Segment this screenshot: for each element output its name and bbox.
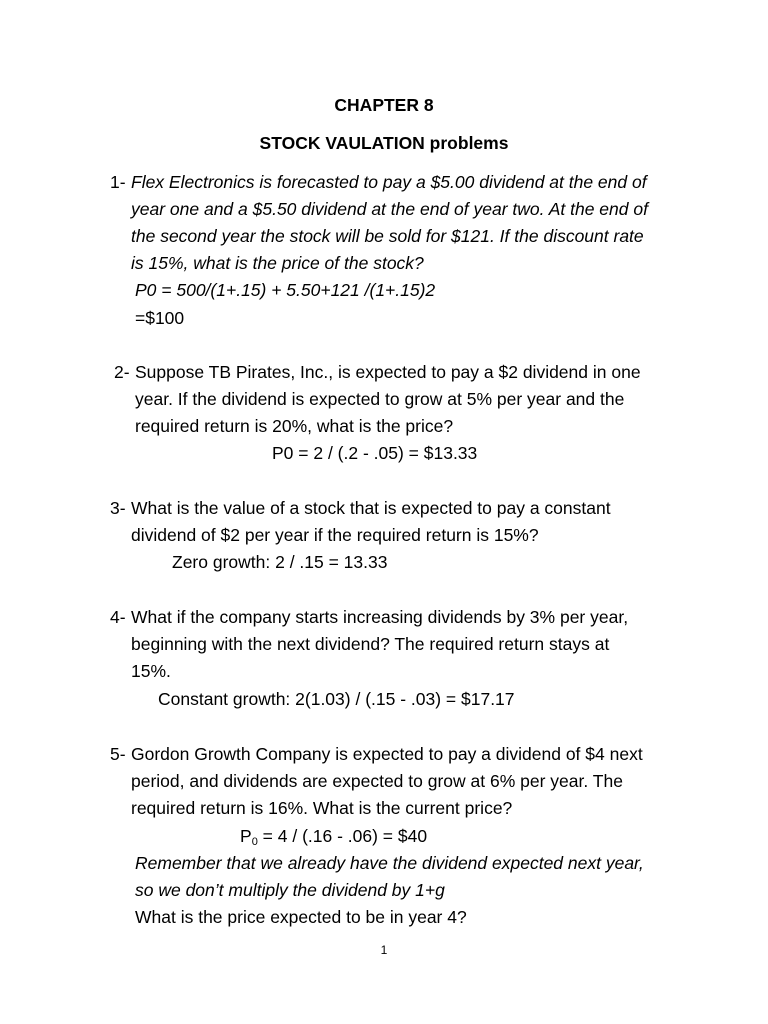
- document-title: STOCK VAULATION problems: [259, 133, 509, 153]
- problem-text-line: required return is 16%. What is the current price?: [131, 798, 513, 818]
- problem-text-line: Suppose TB Pirates, Inc., is expected to pay a $2 dividend in one: [135, 362, 641, 382]
- solution-formula: $P_0 = 4 / (.16 - .06)$ = $40: [240, 826, 428, 848]
- problem-text-line: Gordon Growth Company is expected to pay a dividend of $4 next: [131, 744, 643, 764]
- problem-text-line: required return is 20%, what is the price?: [135, 416, 454, 436]
- page-number: 1: [380, 943, 388, 957]
- problem-text-line: Flex Electronics is forecasted to pay a $5.00 dividend at the end of: [131, 172, 647, 192]
- problem-number: 4-: [110, 607, 126, 627]
- problem-text-line: period, and dividends are expected to grow at 6% per year. The: [131, 771, 623, 791]
- problem-text-line: 15%.: [131, 661, 171, 681]
- note-line: Remember that we already have the dividend expected next year,: [135, 853, 644, 873]
- followup-question: What is the price expected to be in year 4?: [135, 907, 467, 927]
- solution-formula: P0 = 2 / (.2 - .05) = $13.33: [272, 443, 478, 463]
- problem-number: 3-: [110, 498, 126, 518]
- solution-formula: Zero growth: 2 / .15 = 13.33: [172, 552, 388, 572]
- problem-text-line: the second year the stock will be sold for $121. If the discount rate: [131, 226, 644, 246]
- note-line: so we don’t multiply the dividend by 1+g: [135, 880, 445, 900]
- problem-number: 2-: [114, 362, 130, 382]
- problem-text-line: is 15%, what is the price of the stock?: [131, 253, 424, 273]
- problem-text-line: year. If the dividend is expected to grow at 5% per year and the: [135, 389, 625, 409]
- problem-text-line: What is the value of a stock that is expected to pay a constant: [131, 498, 611, 518]
- problem-number: 5-: [110, 744, 126, 764]
- chapter-heading: CHAPTER 8: [334, 95, 434, 115]
- problem-text-line: beginning with the next dividend? The required return stays at: [131, 634, 610, 654]
- problem-number: 1-: [110, 172, 126, 192]
- problem-text-line: dividend of $2 per year if the required return is 15%?: [131, 525, 539, 545]
- solution-formula: P0 = 500/(1+.15) + 5.50+121 /(1+.15)2: [135, 280, 436, 300]
- problem-text-line: year one and a $5.50 dividend at the end of year two. At the end of: [131, 199, 648, 219]
- solution-answer: =$100: [135, 308, 185, 328]
- problem-text-line: What if the company starts increasing dividends by 3% per year,: [131, 607, 629, 627]
- solution-formula: Constant growth: 2(1.03) / (.15 - .03) = $17.17: [158, 689, 515, 709]
